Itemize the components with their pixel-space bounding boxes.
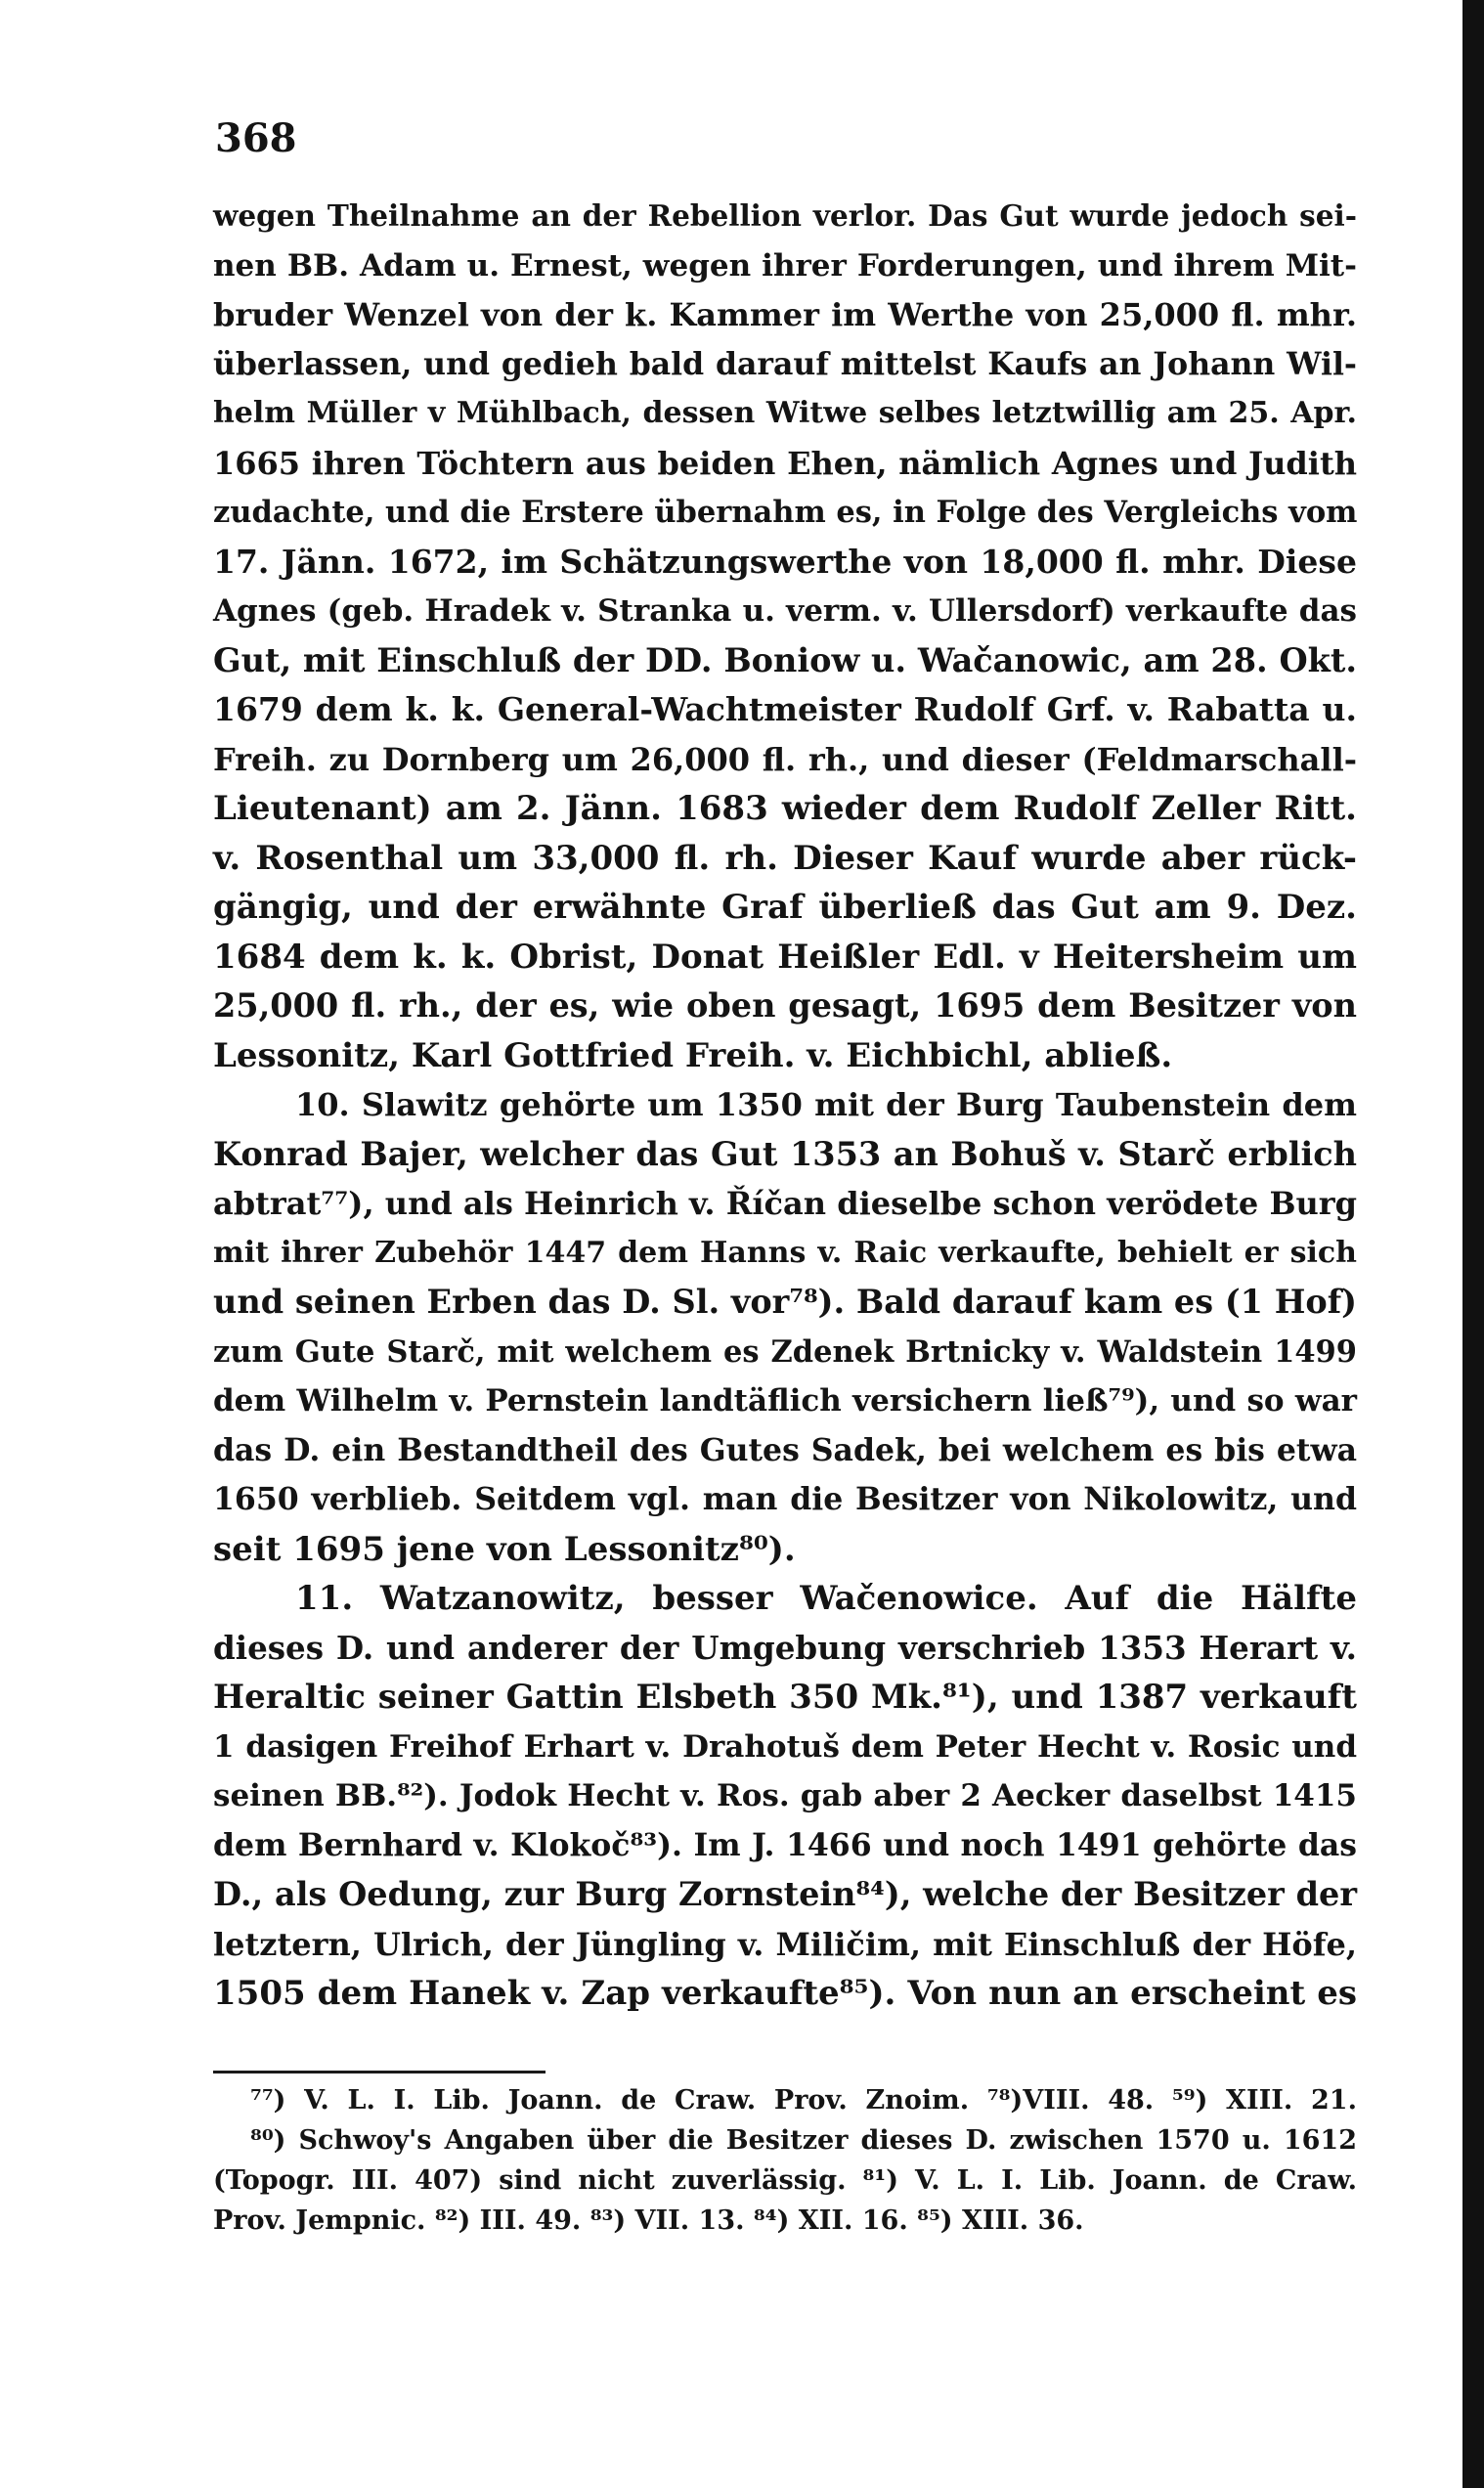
text-line: zum Gute Starč, mit welchem es Zdenek Brtnicky v. Waldstein 1499 — [213, 1333, 1357, 1370]
footnotes — [213, 2080, 1357, 2241]
text-line: überlassen, und gedieh bald darauf mittelst Kaufs an Johann Wil- — [213, 345, 1357, 382]
text-line: v. Rosenthal um 33,000 fl. rh. Dieser Kauf wurde aber rück- — [213, 838, 1357, 878]
footnote-line: Prov. Jempnic. ⁸²) III. 49. ⁸³) VII. 13. ⁸⁴) XII. 16. ⁸⁵) XIII. 36. — [213, 2205, 1084, 2236]
text-line: 1650 verblieb. Seitdem vgl. man die Besitzer von Nikolowitz, und — [213, 1481, 1357, 1517]
text-line: Lieutenant) am 2. Jänn. 1683 wieder dem Rudolf Zeller Ritt. — [213, 789, 1357, 828]
text-line: gängig, und der erwähnte Graf überließ das Gut am 9. Dez. — [213, 888, 1357, 927]
text-line: letztern, Ulrich, der Jüngling v. Miličim, mit Einschluß der Höfe, — [213, 1925, 1357, 1963]
text-line: Heraltic seiner Gattin Elsbeth 350 Mk.⁸¹), und 1387 verkauft — [213, 1678, 1357, 1717]
footnote-line: ⁸⁰) Schwoy's Angaben über die Besitzer dieses D. zwischen 1570 u. 1612 — [250, 2125, 1357, 2156]
text-line: das D. ein Bestandtheil des Gutes Sadek, bei welchem es bis etwa — [213, 1431, 1357, 1468]
text-line: mit ihrer Zubehör 1447 dem Hanns v. Raic verkaufte, behielt er sich — [213, 1235, 1357, 1270]
page-edge-shadow — [1462, 0, 1484, 2488]
text-line: 1684 dem k. k. Obrist, Donat Heißler Edl. v Heitersheim um — [213, 937, 1357, 977]
text-line: helm Müller v Mühlbach, dessen Witwe selbes letztwillig am 25. Apr. — [213, 396, 1357, 430]
text-line: Lessonitz, Karl Gottfried Freih. v. Eichbichl, abließ. — [213, 1035, 1173, 1075]
text-line: 17. Jänn. 1672, im Schätzungswerthe von 18,000 fl. mhr. Diese — [213, 542, 1357, 581]
text-line: 1 dasigen Freihof Erhart v. Drahotuš dem Peter Hecht v. Rosic und — [213, 1728, 1357, 1765]
text-line: zudachte, und die Erstere übernahm es, in Folge des Vergleichs vom — [213, 495, 1358, 530]
text-line: 1665 ihren Töchtern aus beiden Ehen, nämlich Agnes und Judith — [213, 444, 1357, 482]
text-line: 25,000 fl. rh., der es, wie oben gesagt, 1695 dem Besitzer von — [213, 986, 1357, 1025]
text-line: Freih. zu Dornberg um 26,000 fl. rh., und dieser (Feldmarschall- — [213, 740, 1357, 778]
text-line: nen BB. Adam u. Ernest, wegen ihrer Forderungen, und ihrem Mit- — [213, 247, 1357, 284]
footnote-line: (Topogr. III. 407) sind nicht zuverlässig. ⁸¹) V. L. I. Lib. Joann. de Craw. — [213, 2165, 1357, 2196]
text-line: bruder Wenzel von der k. Kammer im Werthe von 25,000 fl. mhr. — [213, 296, 1357, 333]
paragraph-start-line: 10. Slawitz gehörte um 1350 mit der Burg Taubenstein dem — [295, 1086, 1357, 1123]
page-number: 368 — [215, 115, 297, 161]
text-line: seinen BB.⁸²). Jodok Hecht v. Ros. gab aber 2 Aecker daselbst 1415 — [213, 1778, 1357, 1813]
text-line: Konrad Bajer, welcher das Gut 1353 an Bohuš v. Starč erblich — [213, 1134, 1357, 1173]
text-line: dem Bernhard v. Klokoč⁸³). Im J. 1466 und noch 1491 gehörte das — [213, 1826, 1357, 1863]
text-line: und seinen Erben das D. Sl. vor⁷⁸). Bald darauf kam es (1 Hof) — [213, 1283, 1357, 1321]
footnote-divider — [213, 2071, 546, 2073]
text-line: D., als Oedung, zur Burg Zornstein⁸⁴), welche der Besitzer der — [213, 1875, 1357, 1913]
text-line: 1679 dem k. k. General-Wachtmeister Rudolf Grf. v. Rabatta u. — [213, 690, 1357, 728]
text-line: dem Wilhelm v. Pernstein landtäflich versichern ließ⁷⁹), und so war — [213, 1383, 1357, 1419]
text-line: abtrat⁷⁷), und als Heinrich v. Říčan dieselbe schon verödete Burg — [213, 1185, 1357, 1222]
paragraph-start-line: 11. Watzanowitz, besser Wačenowice. Auf die Hälfte — [295, 1579, 1357, 1618]
text-line: Agnes (geb. Hradek v. Stranka u. verm. v. Ullersdorf) verkaufte das — [213, 593, 1357, 629]
text-line: seit 1695 jene von Lessonitz⁸⁰). — [213, 1529, 796, 1569]
body-text — [213, 192, 1357, 2019]
footnote-line: ⁷⁷) V. L. I. Lib. Joann. de Craw. Prov. Znoim. ⁷⁸)VIII. 48. ⁵⁹) XIII. 21. — [250, 2085, 1357, 2116]
text-line: wegen Theilnahme an der Rebellion verlor. Das Gut wurde jedoch sei- — [213, 198, 1357, 233]
text-line: dieses D. und anderer der Umgebung verschrieb 1353 Herart v. — [213, 1628, 1357, 1667]
text-line: 1505 dem Hanek v. Zap verkaufte⁸⁵). Von nun an erscheint es — [213, 1974, 1357, 2013]
text-line: Gut, mit Einschluß der DD. Boniow u. Wačanowic, am 28. Okt. — [213, 640, 1357, 679]
